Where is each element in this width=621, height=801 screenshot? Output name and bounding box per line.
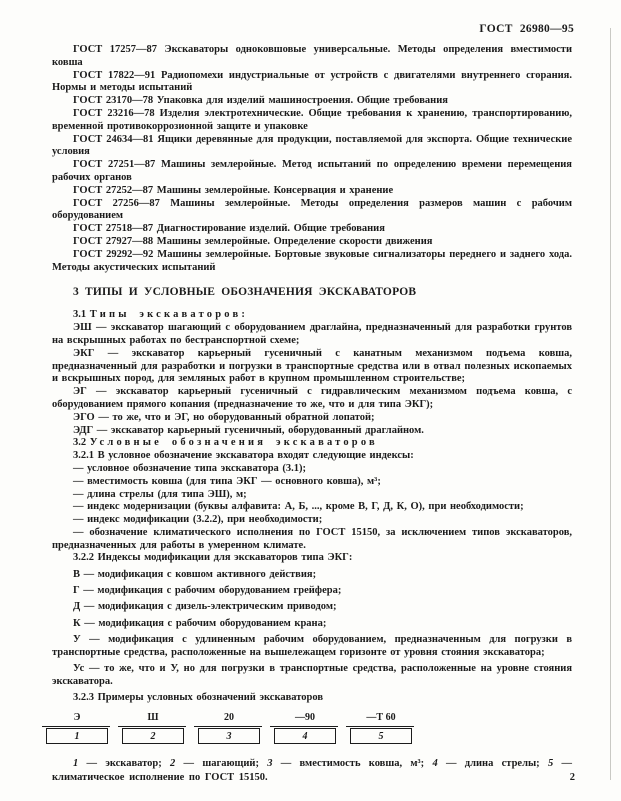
caption-item-text: — длина стрелы; xyxy=(437,757,548,769)
body-paragraph: Г — модификация с рабочим оборудованием грейфера; xyxy=(73,585,342,597)
diagram-box: 5 xyxy=(350,728,412,744)
body-paragraph: 3.2.2 Индексы модификации для экскаваторов типа ЭКГ: xyxy=(73,552,353,564)
body-paragraph: Ус — то же, что и У, но для погрузки в транспортные средства, расположенные на уровне стояния экскаватора. xyxy=(52,663,572,687)
subsection-title: Условные обозначения экскаваторов xyxy=(89,437,378,449)
reference-item: ГОСТ 27256—87 Машины землеройные. Методы определения размеров машин с рабочим оборудованием xyxy=(52,197,572,222)
reference-item: ГОСТ 17822—91 Радиопомехи индустриальные от устройств с двигателями внутреннего сгорания. Нормы и методы испытаний xyxy=(52,69,572,94)
caption-item-number: 2 xyxy=(170,757,176,769)
diagram-shelf-line xyxy=(194,726,262,727)
body-paragraph: — индекс модернизации (буквы алфавита: А, Б, ..., кроме В, Г, Д, К, О), при необходимости; xyxy=(73,501,524,513)
section-heading: 3 ТИПЫ И УСЛОВНЫЕ ОБОЗНАЧЕНИЯ ЭКСКАВАТОРОВ xyxy=(73,286,417,299)
body-paragraph: К — модификация с рабочим оборудованием крана; xyxy=(73,617,327,629)
reference-item: ГОСТ 27252—87 Машины землеройные. Консервация и хранение xyxy=(73,184,394,196)
body-paragraph: В — модификация с ковшом активного действия; xyxy=(73,568,317,580)
subsection-heading xyxy=(52,437,572,450)
body-paragraph: 3.2.1 В условное обозначение экскаватора входят следующие индексы: xyxy=(73,450,414,462)
caption-item-number: 4 xyxy=(432,757,438,769)
page-number: 2 xyxy=(569,772,575,783)
diagram-box-unit xyxy=(350,712,412,744)
diagram-box-label: Ш xyxy=(147,711,159,723)
diagram-box: 3 xyxy=(198,728,260,744)
body-paragraph: — вместимость ковша (для типа ЭКГ — основного ковша), м³; xyxy=(73,475,381,487)
diagram-box-label: —90 xyxy=(295,711,315,723)
section-body xyxy=(52,309,572,705)
body-paragraph: ЭГ — экскаватор карьерный гусеничный с гидравлическим механизмом подъема ковша, с оборудованием прямого копания (предназначение то же, что и для типа ЭКГ); xyxy=(52,386,572,410)
reference-item: ГОСТ 23170—78 Упаковка для изделий машиностроения. Общие требования xyxy=(73,95,448,107)
diagram-caption xyxy=(52,757,572,785)
body-paragraph: — обозначение климатического исполнения по ГОСТ 15150, за исключением типов экскаваторов, предназначенных для работы в умеренном климате. xyxy=(52,526,572,551)
body-paragraph: У — модификация с удлиненным рабочим оборудованием, предназначенным для погрузки в транспортные средства, расположенные на вышележащем горизонте от уровня стояния экскаватора; xyxy=(52,633,572,658)
scan-edge-artifact xyxy=(610,28,611,780)
gost-standard-number: ГОСТ 26980—95 xyxy=(479,23,574,35)
diagram-shelf-line xyxy=(346,726,414,727)
caption-item-text: — вместимость ковша, м³; xyxy=(272,757,433,769)
diagram-box-label: —Т 60 xyxy=(366,711,396,723)
caption-item-text: — климатическое исполнение по ГОСТ 15150. xyxy=(52,757,572,784)
diagram-box: 4 xyxy=(274,728,336,744)
subsection-number: 3.1 xyxy=(73,309,90,321)
diagram-box-unit xyxy=(198,712,260,744)
subsection-heading xyxy=(52,309,572,322)
subsection-title: Типы экскаваторов: xyxy=(89,309,249,321)
body-paragraph: — условное обозначение типа экскаватора (3.1); xyxy=(73,462,307,474)
references-list xyxy=(52,44,572,274)
diagram-box: 1 xyxy=(46,728,108,744)
diagram-box-label: 20 xyxy=(224,711,234,723)
caption-item-text: — шагающий; xyxy=(175,757,268,769)
reference-item: ГОСТ 17257—87 Экскаваторы одноковшовые универсальные. Методы определения вместимости ковша xyxy=(52,44,572,68)
diagram-box-unit xyxy=(274,712,336,744)
reference-item: ГОСТ 24634—81 Ящики деревянные для продукции, поставляемой для экспорта. Общие технические условия xyxy=(52,133,572,158)
reference-item: ГОСТ 27927—88 Машины землеройные. Определение скорости движения xyxy=(73,235,433,247)
diagram-shelf-line xyxy=(42,726,110,727)
diagram-shelf-line xyxy=(118,726,186,727)
reference-item: ГОСТ 23216—78 Изделия электротехнические. Общие требования к хранению, транспортированию, временной противокоррозионной защите и упаковке xyxy=(52,107,572,132)
diagram-box-unit xyxy=(122,712,184,744)
body-paragraph: ЭКГ — экскаватор карьерный гусеничный с канатным механизмом подъема ковша, предназначенный для разработки и погрузки в транспортные средства или в отвал полезных ископаемых и вскрышных пород, для земляных работ в крупном промышленном строительстве; xyxy=(52,347,572,385)
caption-item-number: 3 xyxy=(267,757,273,769)
body-paragraph: — длина стрелы (для типа ЭШ), м; xyxy=(73,488,247,500)
diagram-box-unit xyxy=(46,712,108,744)
body-paragraph: ЭШ — экскаватор шагающий с оборудованием драглайна, предназначенный для разработки грунтов на вскрышных работах по бестранспортной схеме; xyxy=(52,322,572,346)
page-content xyxy=(52,44,572,785)
diagram-box: 2 xyxy=(122,728,184,744)
reference-item: ГОСТ 27518—87 Диагностирование изделий. Общие требования xyxy=(73,223,385,235)
designation-example-diagram xyxy=(46,712,572,744)
reference-item: ГОСТ 29292—92 Машины землеройные. Бортовые звуковые сигнализаторы переднего и заднего хода. Методы акустических испытаний xyxy=(52,248,572,273)
body-paragraph: — индекс модификации (3.2.2), при необходимости; xyxy=(73,514,323,526)
body-paragraph: ЭГО — то же, что и ЭГ, но оборудованный обратной лопатой; xyxy=(73,411,375,423)
reference-item: ГОСТ 27251—87 Машины землеройные. Метод испытаний по определению времени перемещения рабочих органов xyxy=(52,159,572,183)
caption-item-number: 1 xyxy=(73,757,79,769)
diagram-shelf-line xyxy=(270,726,338,727)
diagram-box-label: Э xyxy=(73,711,81,723)
body-paragraph: Д — модификация с дизель-электрическим приводом; xyxy=(73,601,337,613)
subsection-number: 3.2 xyxy=(73,437,90,449)
body-paragraph: ЭДГ — экскаватор карьерный гусеничный, оборудованный драглайном. xyxy=(73,424,424,436)
caption-item-text: — экскаватор; xyxy=(78,757,170,769)
caption-item-number: 5 xyxy=(547,757,554,769)
body-paragraph: 3.2.3 Примеры условных обозначений экскаваторов xyxy=(73,692,324,704)
